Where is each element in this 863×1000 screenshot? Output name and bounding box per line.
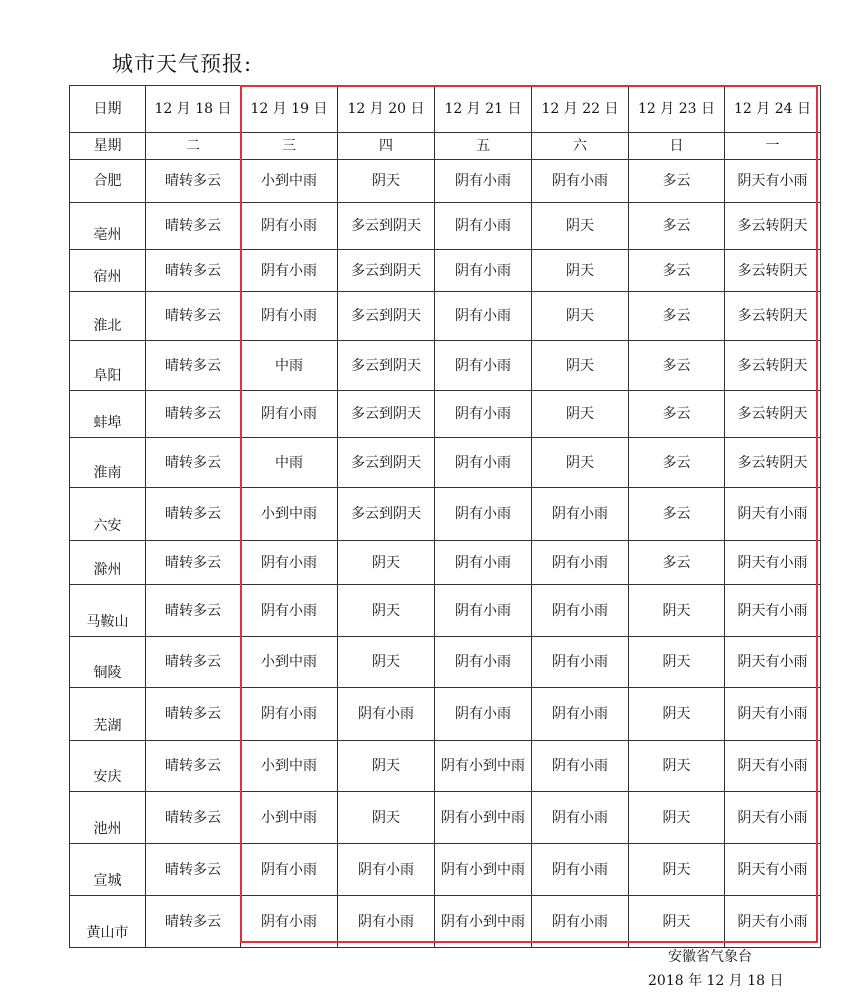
- forecast-cell: 多云: [629, 341, 725, 391]
- forecast-cell: 阴有小雨: [435, 203, 532, 250]
- weekday-cell: 六: [532, 133, 629, 160]
- forecast-cell: 阴有小雨: [532, 637, 629, 688]
- table-row: [70, 292, 821, 341]
- forecast-cell: 阴天有小雨: [725, 741, 821, 792]
- forecast-cell: 多云转阴天: [725, 341, 821, 391]
- forecast-cell: 晴转多云: [146, 203, 241, 250]
- forecast-cell: 阴天: [338, 585, 435, 637]
- forecast-cell: 阴有小雨: [338, 844, 435, 896]
- forecast-cell: 阴有小雨: [532, 844, 629, 896]
- weekday-header-cell: 星期: [70, 133, 146, 160]
- forecast-cell: 阴天: [532, 438, 629, 488]
- forecast-cell: 阴有小雨: [532, 488, 629, 541]
- forecast-cell: 晴转多云: [146, 741, 241, 792]
- city-name-cell: 宣城: [70, 844, 146, 896]
- forecast-cell: 阴天: [338, 637, 435, 688]
- forecast-cell: 晴转多云: [146, 292, 241, 341]
- forecast-cell: 多云转阴天: [725, 292, 821, 341]
- city-name-cell: 池州: [70, 792, 146, 844]
- forecast-table-body: [70, 86, 821, 948]
- forecast-cell: 阴天: [629, 896, 725, 948]
- forecast-cell: 阴天: [629, 637, 725, 688]
- forecast-cell: 阴有小雨: [241, 250, 338, 292]
- forecast-cell: 多云: [629, 203, 725, 250]
- forecast-cell: 阴有小雨: [532, 688, 629, 741]
- city-name-cell: 铜陵: [70, 637, 146, 688]
- weekday-cell: 日: [629, 133, 725, 160]
- forecast-cell: 多云转阴天: [725, 203, 821, 250]
- forecast-cell: 阴有小到中雨: [435, 844, 532, 896]
- forecast-cell: 多云: [629, 160, 725, 203]
- forecast-cell: 多云到阴天: [338, 292, 435, 341]
- forecast-cell: 阴有小雨: [532, 741, 629, 792]
- forecast-cell: 阴天有小雨: [725, 160, 821, 203]
- date-cell: 12 月 20 日: [338, 86, 435, 133]
- city-name-cell: 芜湖: [70, 688, 146, 741]
- forecast-cell: 阴天有小雨: [725, 637, 821, 688]
- weekday-cell: 五: [435, 133, 532, 160]
- city-name-cell: 亳州: [70, 203, 146, 250]
- forecast-cell: 阴有小雨: [241, 292, 338, 341]
- header-row-dates: [70, 86, 821, 133]
- forecast-cell: 阴天: [532, 391, 629, 438]
- table-row: [70, 203, 821, 250]
- forecast-cell: 晴转多云: [146, 585, 241, 637]
- forecast-cell: 多云: [629, 438, 725, 488]
- forecast-cell: 阴有小雨: [435, 341, 532, 391]
- forecast-cell: 中雨: [241, 438, 338, 488]
- table-row: [70, 637, 821, 688]
- table-row: [70, 585, 821, 637]
- forecast-cell: 多云转阴天: [725, 438, 821, 488]
- forecast-cell: 多云到阴天: [338, 391, 435, 438]
- forecast-cell: 阴有小雨: [241, 844, 338, 896]
- forecast-cell: 阴天有小雨: [725, 688, 821, 741]
- date-cell: 12 月 19 日: [241, 86, 338, 133]
- forecast-cell: 阴有小到中雨: [435, 792, 532, 844]
- table-row: [70, 896, 821, 948]
- city-name-cell: 滁州: [70, 541, 146, 585]
- forecast-cell: 小到中雨: [241, 637, 338, 688]
- table-row: [70, 541, 821, 585]
- issue-date: 2018 年 12 月 18 日: [648, 973, 784, 989]
- forecast-cell: 阴天有小雨: [725, 896, 821, 948]
- city-name-cell: 六安: [70, 488, 146, 541]
- forecast-table: [69, 85, 821, 948]
- forecast-cell: 阴天: [629, 741, 725, 792]
- forecast-cell: 阴有小雨: [532, 160, 629, 203]
- forecast-cell: 小到中雨: [241, 160, 338, 203]
- weekday-cell: 四: [338, 133, 435, 160]
- forecast-cell: 阴天: [532, 203, 629, 250]
- date-cell: 12 月 22 日: [532, 86, 629, 133]
- forecast-cell: 多云到阴天: [338, 488, 435, 541]
- forecast-cell: 阴有小雨: [241, 896, 338, 948]
- forecast-cell: 阴天: [338, 541, 435, 585]
- weekday-cell: 三: [241, 133, 338, 160]
- forecast-cell: 多云: [629, 488, 725, 541]
- table-row: [70, 688, 821, 741]
- city-name-cell: 黄山市: [70, 896, 146, 948]
- forecast-cell: 多云到阴天: [338, 203, 435, 250]
- forecast-cell: 晴转多云: [146, 637, 241, 688]
- forecast-cell: 晴转多云: [146, 438, 241, 488]
- forecast-cell: 阴天: [532, 292, 629, 341]
- forecast-cell: 小到中雨: [241, 488, 338, 541]
- forecast-cell: 阴有小雨: [435, 438, 532, 488]
- table-row: [70, 341, 821, 391]
- forecast-cell: 小到中雨: [241, 741, 338, 792]
- forecast-cell: 阴有小雨: [338, 688, 435, 741]
- forecast-cell: 阴有小雨: [241, 541, 338, 585]
- forecast-cell: 阴天有小雨: [725, 488, 821, 541]
- forecast-cell: 多云到阴天: [338, 341, 435, 391]
- forecast-cell: 阴有小雨: [435, 250, 532, 292]
- forecast-cell: 阴有小雨: [241, 203, 338, 250]
- city-name-cell: 宿州: [70, 250, 146, 292]
- forecast-cell: 阴有小雨: [532, 541, 629, 585]
- forecast-cell: 多云: [629, 250, 725, 292]
- forecast-cell: 晴转多云: [146, 341, 241, 391]
- city-name-cell: 淮南: [70, 438, 146, 488]
- city-name-cell: 马鞍山: [70, 585, 146, 637]
- forecast-cell: 中雨: [241, 341, 338, 391]
- forecast-cell: 阴天: [338, 792, 435, 844]
- forecast-cell: 阴天: [532, 250, 629, 292]
- forecast-cell: 多云转阴天: [725, 391, 821, 438]
- forecast-cell: 小到中雨: [241, 792, 338, 844]
- forecast-cell: 阴有小雨: [241, 585, 338, 637]
- forecast-cell: 晴转多云: [146, 844, 241, 896]
- issuing-organization: 安徽省气象台: [668, 949, 752, 965]
- forecast-cell: 多云: [629, 391, 725, 438]
- table-row: [70, 488, 821, 541]
- city-name-cell: 安庆: [70, 741, 146, 792]
- table-row: [70, 844, 821, 896]
- date-header-cell: 日期: [70, 86, 146, 133]
- forecast-cell: 阴天: [338, 741, 435, 792]
- forecast-cell: 阴天: [629, 792, 725, 844]
- forecast-cell: 阴有小雨: [435, 541, 532, 585]
- date-cell: 12 月 18 日: [146, 86, 241, 133]
- forecast-cell: 晴转多云: [146, 792, 241, 844]
- forecast-cell: 阴有小雨: [241, 391, 338, 438]
- table-row: [70, 391, 821, 438]
- forecast-cell: 阴天: [338, 160, 435, 203]
- forecast-cell: 阴有小雨: [241, 688, 338, 741]
- forecast-cell: 晴转多云: [146, 488, 241, 541]
- forecast-cell: 晴转多云: [146, 896, 241, 948]
- forecast-cell: 阴有小雨: [435, 637, 532, 688]
- forecast-cell: 阴有小雨: [435, 160, 532, 203]
- table-row: [70, 250, 821, 292]
- forecast-cell: 阴有小雨: [532, 896, 629, 948]
- table-row: [70, 160, 821, 203]
- forecast-cell: 阴天: [629, 688, 725, 741]
- forecast-cell: 阴天: [532, 341, 629, 391]
- forecast-cell: 晴转多云: [146, 688, 241, 741]
- table-row: [70, 741, 821, 792]
- weekday-cell: 一: [725, 133, 821, 160]
- forecast-cell: 阴有小到中雨: [435, 741, 532, 792]
- date-cell: 12 月 21 日: [435, 86, 532, 133]
- date-cell: 12 月 23 日: [629, 86, 725, 133]
- forecast-cell: 阴有小雨: [435, 688, 532, 741]
- forecast-cell: 阴有小雨: [532, 792, 629, 844]
- forecast-cell: 阴有小雨: [435, 585, 532, 637]
- forecast-cell: 晴转多云: [146, 541, 241, 585]
- forecast-cell: 阴天有小雨: [725, 541, 821, 585]
- forecast-cell: 多云到阴天: [338, 250, 435, 292]
- forecast-cell: 多云: [629, 541, 725, 585]
- forecast-cell: 阴有小雨: [338, 896, 435, 948]
- forecast-cell: 晴转多云: [146, 160, 241, 203]
- forecast-cell: 阴有小雨: [435, 292, 532, 341]
- header-row-weekdays: [70, 133, 821, 160]
- city-name-cell: 合肥: [70, 160, 146, 203]
- forecast-cell: 阴有小雨: [532, 585, 629, 637]
- city-name-cell: 蚌埠: [70, 391, 146, 438]
- forecast-cell: 阴天: [629, 844, 725, 896]
- forecast-cell: 多云转阴天: [725, 250, 821, 292]
- forecast-cell: 阴有小雨: [435, 391, 532, 438]
- table-row: [70, 438, 821, 488]
- table-row: [70, 792, 821, 844]
- page-title: 城市天气预报:: [112, 52, 253, 76]
- city-name-cell: 淮北: [70, 292, 146, 341]
- forecast-cell: 多云到阴天: [338, 438, 435, 488]
- forecast-cell: 多云: [629, 292, 725, 341]
- date-cell: 12 月 24 日: [725, 86, 821, 133]
- forecast-cell: 阴有小雨: [435, 488, 532, 541]
- forecast-cell: 阴天有小雨: [725, 844, 821, 896]
- weekday-cell: 二: [146, 133, 241, 160]
- forecast-cell: 晴转多云: [146, 391, 241, 438]
- forecast-cell: 阴天有小雨: [725, 792, 821, 844]
- forecast-cell: 阴天有小雨: [725, 585, 821, 637]
- forecast-cell: 晴转多云: [146, 250, 241, 292]
- city-name-cell: 阜阳: [70, 341, 146, 391]
- forecast-cell: 阴有小到中雨: [435, 896, 532, 948]
- forecast-cell: 阴天: [629, 585, 725, 637]
